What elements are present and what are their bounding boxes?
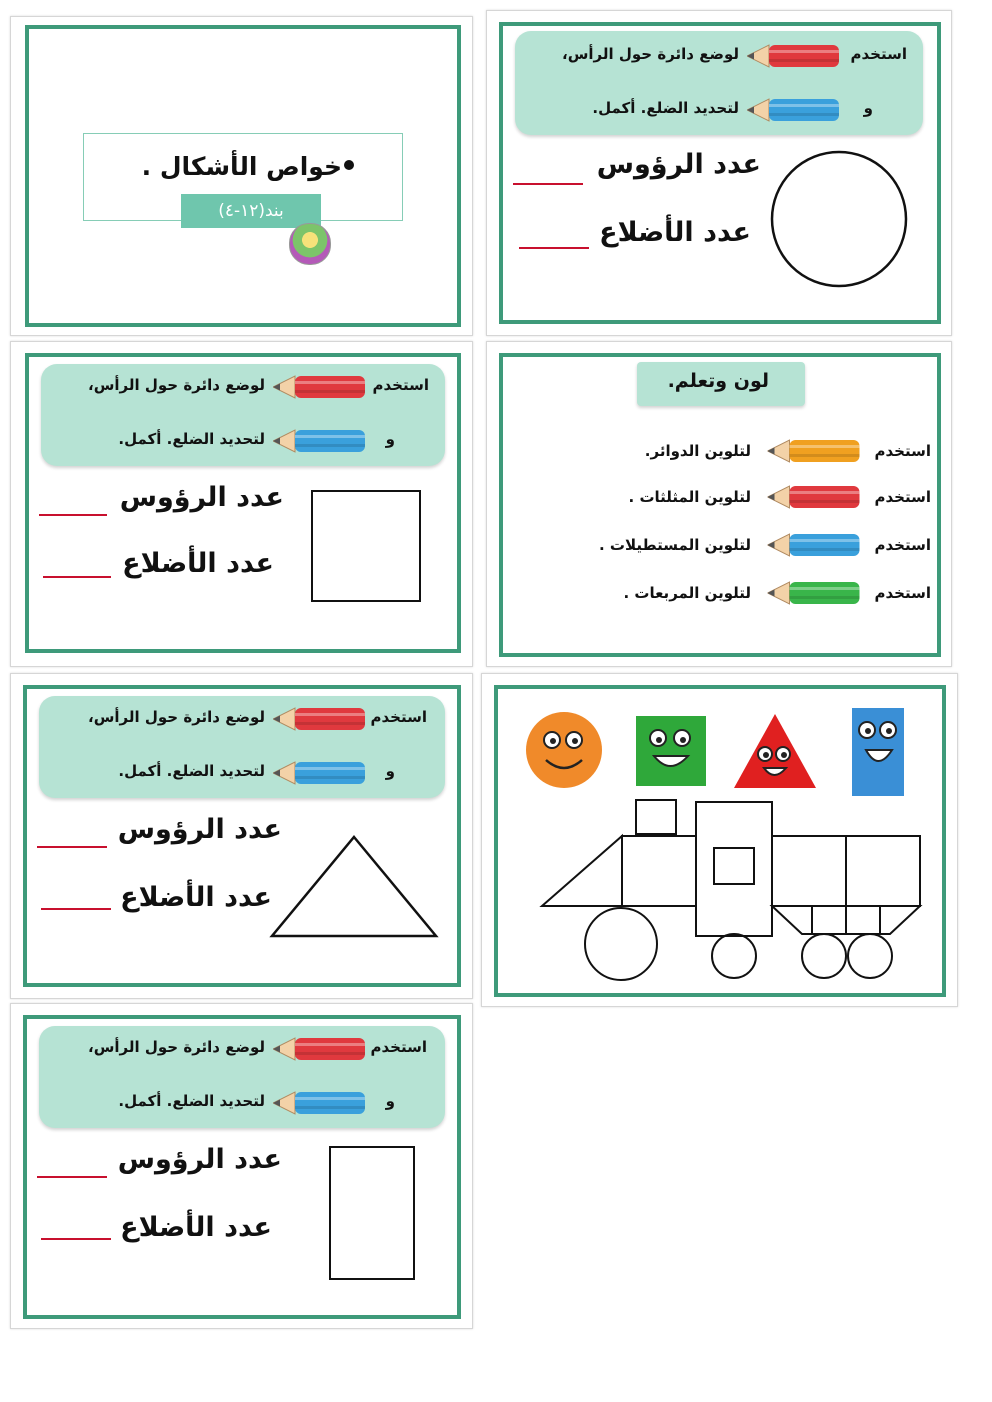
red-pencil-icon xyxy=(273,1036,368,1062)
vertices-answer-line xyxy=(37,846,107,848)
sides-answer-line xyxy=(41,1238,111,1240)
instruction-panel xyxy=(39,696,445,798)
triangle-card xyxy=(10,673,473,999)
vertex-instruction: لوضع دائرة حول الرأس، xyxy=(88,1038,265,1056)
vertices-label: عدد الرؤوس xyxy=(119,482,284,513)
school-logo-icon xyxy=(289,223,331,265)
color-triangles-text: لتلوين المثلثات . xyxy=(628,488,751,506)
color-learn-title-box xyxy=(637,362,805,406)
use-word: استخدم xyxy=(874,536,931,554)
smiling-circle-character xyxy=(524,710,604,790)
vertices-label: عدد الرؤوس xyxy=(117,814,282,845)
sides-label: عدد الأضلاع xyxy=(122,548,274,579)
triangle-shape xyxy=(269,834,439,940)
color-rectangles-text: لتلوين المستطيلات . xyxy=(599,536,751,554)
red-pencil-icon xyxy=(273,374,368,400)
and-word: و xyxy=(863,99,873,117)
vertex-instruction: لوضع دائرة حول الرأس، xyxy=(562,45,739,63)
circle-shape xyxy=(769,149,909,289)
sides-label: عدد الأضلاع xyxy=(120,1212,272,1243)
vertices-answer-line xyxy=(39,514,107,516)
instruction-panel xyxy=(41,364,445,466)
bullet-icon xyxy=(344,160,354,170)
shape-train-picture xyxy=(540,798,924,978)
sides-answer-line xyxy=(43,576,111,578)
and-word: و xyxy=(385,1092,395,1110)
blue-pencil-icon xyxy=(273,428,368,454)
side-instruction: لتحديد الضلع. أكمل. xyxy=(118,430,265,448)
blue-pencil-icon xyxy=(273,760,368,786)
use-word: استخدم xyxy=(874,442,931,460)
green-pencil-icon xyxy=(765,580,865,606)
vertex-instruction: لوضع دائرة حول الرأس، xyxy=(88,708,265,726)
blue-pencil-icon xyxy=(747,97,842,123)
red-pencil-icon xyxy=(273,706,368,732)
smiling-rectangle-character xyxy=(850,706,906,798)
orange-pencil-icon xyxy=(765,438,865,464)
vertex-instruction: لوضع دائرة حول الرأس، xyxy=(88,376,265,394)
use-word: استخدم xyxy=(874,488,931,506)
smiling-triangle-character xyxy=(732,712,818,790)
use-word: استخدم xyxy=(370,708,427,726)
and-word: و xyxy=(385,762,395,780)
unit-label: بند(١٢-٤) xyxy=(181,194,321,228)
sides-answer-line xyxy=(519,247,589,249)
side-instruction: لتحديد الضلع. أكمل. xyxy=(592,99,739,117)
square-card xyxy=(10,341,473,667)
use-word: استخدم xyxy=(370,1038,427,1056)
instruction-panel xyxy=(515,31,923,135)
color-squares-text: لتلوين المربعات . xyxy=(623,584,751,602)
square-shape xyxy=(311,490,421,602)
color-learn-card xyxy=(486,341,952,667)
use-word: استخدم xyxy=(372,376,429,394)
sides-answer-line xyxy=(41,908,111,910)
vertices-answer-line xyxy=(513,183,583,185)
use-word: استخدم xyxy=(874,584,931,602)
smiling-square-character xyxy=(634,714,708,788)
rectangle-shape xyxy=(329,1146,415,1280)
blue-pencil-icon xyxy=(273,1090,368,1116)
rectangle-card xyxy=(10,1003,473,1329)
vertices-label: عدد الرؤوس xyxy=(117,1144,282,1175)
side-instruction: لتحديد الضلع. أكمل. xyxy=(118,1092,265,1110)
use-word: استخدم xyxy=(850,45,907,63)
sides-label: عدد الأضلاع xyxy=(599,217,751,248)
train-card xyxy=(481,673,958,1007)
page-title: خواص الأشكال . xyxy=(141,152,342,181)
sides-label: عدد الأضلاع xyxy=(120,882,272,913)
color-circles-text: لتلوين الدوائر. xyxy=(644,442,751,460)
and-word: و xyxy=(385,430,395,448)
instruction-panel xyxy=(39,1026,445,1128)
side-instruction: لتحديد الضلع. أكمل. xyxy=(118,762,265,780)
title-card xyxy=(10,16,473,336)
blue-pencil-icon xyxy=(765,532,865,558)
color-learn-title: لون وتعلم. xyxy=(667,370,769,392)
red-pencil-icon xyxy=(747,43,842,69)
red-pencil-icon xyxy=(765,484,865,510)
circle-card xyxy=(486,10,952,336)
vertices-answer-line xyxy=(37,1176,107,1178)
vertices-label: عدد الرؤوس xyxy=(596,149,761,180)
